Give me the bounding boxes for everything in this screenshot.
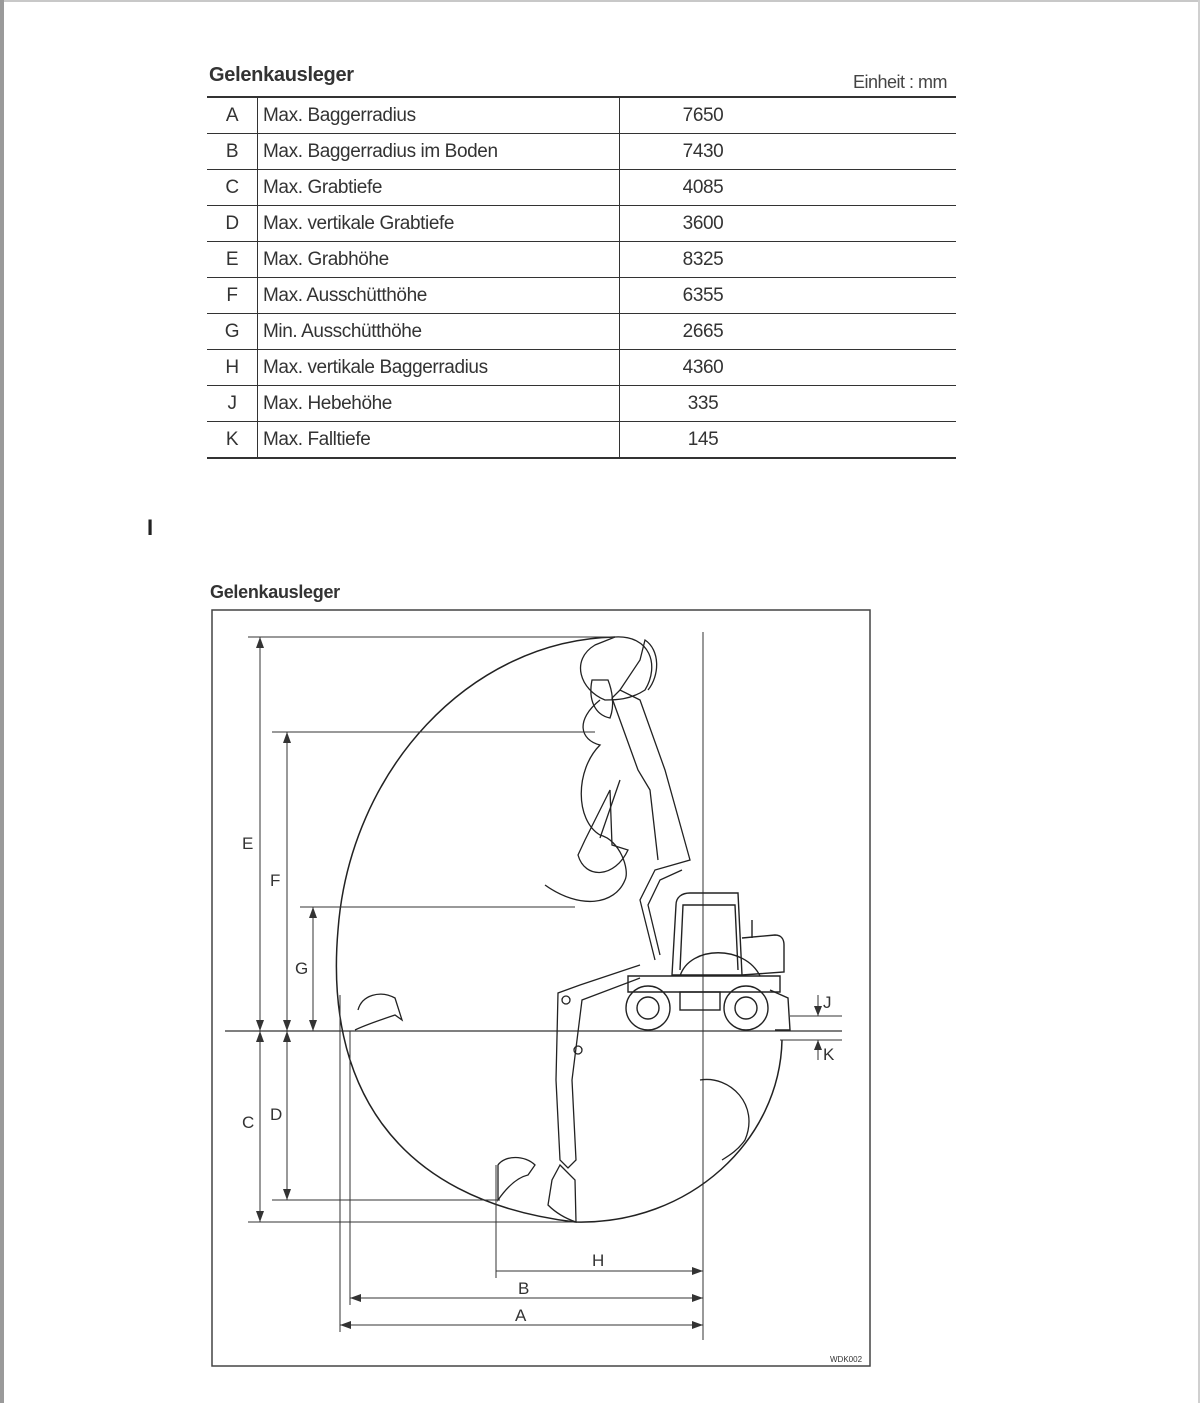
row-name: Max. Baggerradius — [258, 97, 620, 134]
row-value: 2665 — [620, 314, 957, 350]
row-value: 7430 — [620, 134, 957, 170]
label-j: J — [823, 993, 832, 1012]
label-k: K — [823, 1045, 835, 1064]
row-value: 6355 — [620, 278, 957, 314]
row-value: 4360 — [620, 350, 957, 386]
row-name: Max. Falltiefe — [258, 422, 620, 459]
row-value: 4085 — [620, 170, 957, 206]
row-letter: J — [207, 386, 258, 422]
stray-mark: I — [147, 515, 154, 540]
envelope-inner-curve — [545, 700, 626, 901]
bucket-ground — [355, 994, 402, 1030]
row-name: Max. Baggerradius im Boden — [258, 134, 620, 170]
label-f: F — [270, 871, 281, 890]
row-name: Max. Ausschütthöhe — [258, 278, 620, 314]
row-letter: B — [207, 134, 258, 170]
label-e: E — [242, 834, 254, 853]
row-name: Max. Grabtiefe — [258, 170, 620, 206]
row-name: Max. Hebehöhe — [258, 386, 620, 422]
row-letter: C — [207, 170, 258, 206]
row-value: 335 — [620, 386, 957, 422]
row-letter: H — [207, 350, 258, 386]
row-letter: E — [207, 242, 258, 278]
figure-ref-code: WDK002 — [830, 1355, 863, 1364]
row-letter: K — [207, 422, 258, 459]
label-g: G — [295, 959, 309, 978]
row-name: Min. Ausschütthöhe — [258, 314, 620, 350]
row-value: 7650 — [620, 97, 957, 134]
row-name: Max. vertikale Grabtiefe — [258, 206, 620, 242]
label-a: A — [515, 1306, 527, 1325]
row-value: 145 — [620, 422, 957, 459]
label-h: H — [592, 1251, 605, 1270]
label-b: B — [518, 1279, 530, 1298]
row-name: Max. Grabhöhe — [258, 242, 620, 278]
table-title: Gelenkausleger — [209, 64, 354, 86]
boom-raised — [578, 640, 690, 960]
row-letter: D — [207, 206, 258, 242]
diagram-title: Gelenkausleger — [210, 582, 340, 602]
label-d: D — [270, 1105, 283, 1124]
unit-label: Einheit : mm — [853, 72, 948, 92]
diagram-frame — [212, 610, 870, 1366]
row-value: 8325 — [620, 242, 957, 278]
row-letter: F — [207, 278, 258, 314]
row-value: 3600 — [620, 206, 957, 242]
row-name: Max. vertikale Baggerradius — [258, 350, 620, 386]
label-c: C — [242, 1113, 255, 1132]
row-letter: A — [207, 97, 258, 134]
row-letter: G — [207, 314, 258, 350]
bucket-deep — [498, 1158, 535, 1201]
